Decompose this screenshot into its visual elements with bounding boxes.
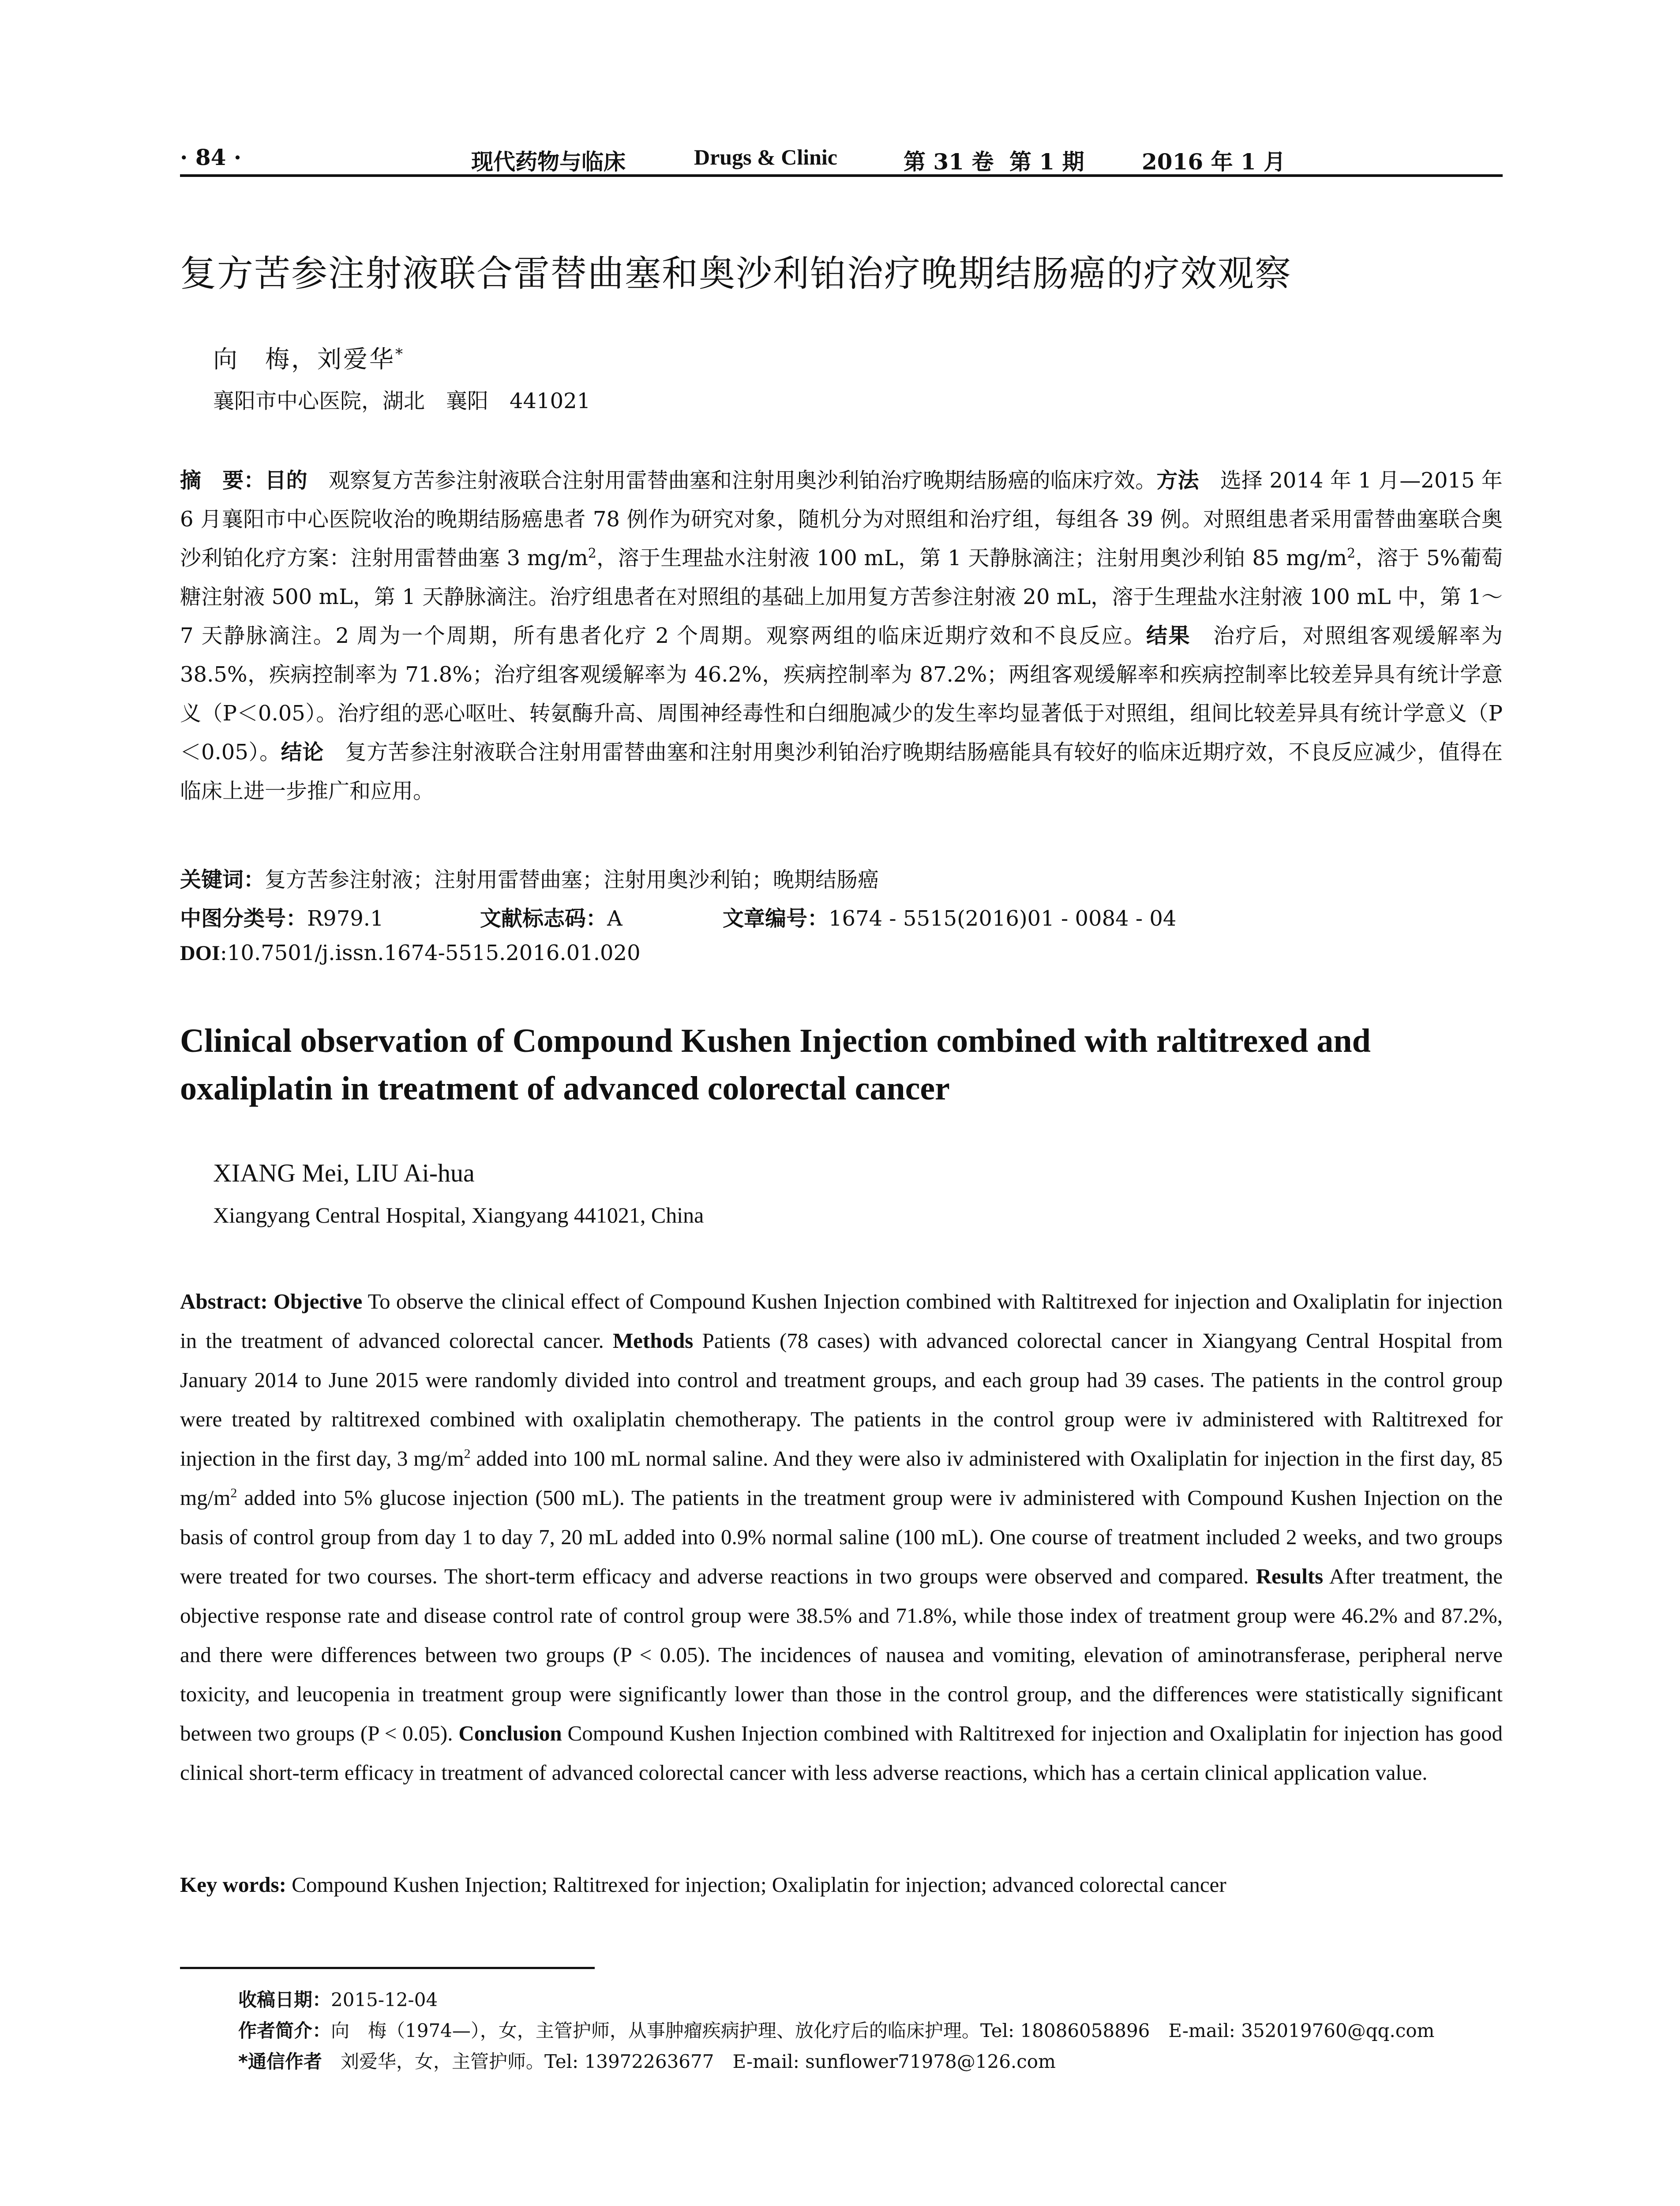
methods-text-en-3: added into 5% glucose injection (500 mL). The patients in the treatment group were iv administered with Compound Kushen Injection on the basis of control group from day 1 to day 7, 20 mL added into 0.9% normal saline (100 mL). One course of treatment included 2 weeks, and two groups were treated for two courses. The short-term efficacy and adverse reactions in two groups were observed and compared. <box>180 1486 1503 1588</box>
running-header <box>180 135 1503 177</box>
conclusion-text-en: Compound Kushen Injection combined with Raltitrexed for injection and Oxaliplatin for injection has good clinical short-term efficacy in treatment of advanced colorectal cancer with less adverse reactions, which has a certain clinical application value. <box>180 1721 1503 1785</box>
methods-text-cn-2: ，溶于生理盐水注射液 100 mL，第 1 天静脉滴注；注射用奥沙利铂 85 mg/m <box>596 546 1347 570</box>
corresponding-mark: * <box>395 345 405 363</box>
objective-label-en: Abstract: Objective <box>180 1289 363 1313</box>
doi-label: DOI <box>180 942 220 965</box>
conclusion-label-en: Conclusion <box>458 1721 562 1745</box>
superscript: 2 <box>464 1446 471 1461</box>
journal-name-cn: 现代药物与临床 <box>471 149 626 175</box>
methods-text-cn-1: 选择 2014 年 1 月—2015 年 6 月襄阳市中心医院收治的晚期结肠癌患者 78 例作为研究对象，随机分为对照组和治疗组，每组各 39 例。对照组患者采用雷替曲塞联合奥沙利铂化疗方案：注射用雷替曲塞 3 mg/m <box>180 468 1503 570</box>
document-code: 文献标志码：A <box>480 906 622 931</box>
results-label-cn: 结果 <box>1146 623 1191 648</box>
doi-line <box>180 941 1503 965</box>
objective-text-cn: 观察复方苦参注射液联合注射用雷替曲塞和注射用奥沙利铂治疗晚期结肠癌的临床疗效。 <box>307 468 1157 493</box>
conclusion-text-cn: 复方苦参注射液联合注射用雷替曲塞和注射用奥沙利铂治疗晚期结肠癌能具有较好的临床近期疗效，不良反应减少，值得在临床上进一步推广和应用。 <box>180 740 1503 803</box>
affiliation-cn: 襄阳市中心医院，湖北 襄阳 441021 <box>213 389 591 413</box>
issue-date: 2016 年 1 月 <box>1142 149 1286 175</box>
results-text-cn: 治疗后，对照组客观缓解率为 38.5%，疾病控制率为 71.8%；治疗组客观缓解率为 46.2%，疾病控制率为 87.2%；两组客观缓解率和疾病控制率比较差异具有统计学意义（P＜0.05）。治疗组的恶心呕吐、转氨酶升高、周围神经毒性和白细胞减少的发生率均显著低于对照组，组间比较差异具有统计学意义（P＜0.05）。 <box>180 623 1503 765</box>
abstract-label-cn: 摘 要： <box>180 468 265 493</box>
abstract-en <box>180 1282 1503 1792</box>
received-date: 收稿日期：2015-12-04 <box>238 1989 438 2011</box>
conclusion-label-cn: 结论 <box>281 740 324 765</box>
corresponding-author: *通信作者 刘爱华，女，主管护师。Tel: 13972263677 E-mail: sunflower71978@126.com <box>238 2051 1056 2072</box>
authors-cn <box>213 340 1503 375</box>
keywords-text-en: Compound Kushen Injection; Raltitrexed for injection; Oxaliplatin for injection; advanced colorectal cancer <box>286 1872 1226 1897</box>
superscript: 2 <box>588 546 596 561</box>
keywords-label-en: Key words: <box>180 1872 286 1897</box>
results-text-en: After treatment, the objective response rate and disease control rate of control group were 38.5% and 71.8%, while those index of treatment group were 46.2% and 87.2%, and there were differences between two groups (P < 0.05). The incidences of nausea and vomiting, elevation of aminotransferase, peripheral nerve toxicity, and leucopenia in treatment group were significantly lower than those in the control group, and the differences were statistically significant between two groups (P < 0.05). <box>180 1564 1503 1745</box>
methods-text-cn-3: ，溶于 5%葡萄糖注射液 500 mL，第 1 天静脉滴注。治疗组患者在对照组的基础上加用复方苦参注射液 20 mL，溶于生理盐水注射液 100 mL 中，第 1～7 天静脉滴注。2 周为一个周期，所有患者化疗 2 个周期。观察两组的临床近期疗效和不良反应。 <box>180 546 1503 648</box>
clc-number: 中图分类号：R979.1 <box>180 906 384 931</box>
page-number: · 84 · <box>180 144 242 170</box>
keywords-cn <box>180 863 1503 893</box>
methods-label-en: Methods <box>612 1328 694 1353</box>
volume: 第 31 卷 <box>904 149 994 175</box>
keywords-text-cn: 复方苦参注射液；注射用雷替曲塞；注射用奥沙利铂；晚期结肠癌 <box>265 867 879 892</box>
methods-label-cn: 方法 <box>1156 468 1199 493</box>
results-label-en: Results <box>1256 1564 1324 1588</box>
superscript: 2 <box>230 1486 237 1501</box>
author-bio: 作者简介：向 梅（1974—），女，主管护师，从事肿瘤疾病护理、放化疗后的临床护理。Tel: 18086058896 E-mail: 352019760@qq.com <box>238 2020 1435 2041</box>
footnote-divider <box>180 1967 595 1969</box>
keywords-en <box>180 1872 1503 1897</box>
objective-label-cn: 目的 <box>265 468 308 493</box>
doi-value: :10.7501/j.issn.1674-5515.2016.01.020 <box>220 941 641 965</box>
article-title-en: Clinical observation of Compound Kushen Injection combined with raltitrexed and oxaliplatin in treatment of advanced colorectal cancer <box>180 1022 1371 1107</box>
author-names-cn: 向 梅，刘爱华 <box>213 345 396 373</box>
article-title-cn: 复方苦参注射液联合雷替曲塞和奥沙利铂治疗晚期结肠癌的疗效观察 <box>180 253 1292 295</box>
keywords-label-cn: 关键词： <box>180 867 265 892</box>
objective-text-en: To observe the clinical effect of Compound Kushen Injection combined with Raltitrexed for injection and Oxaliplatin for injection in the treatment of advanced colorectal cancer. <box>180 1289 1503 1353</box>
issue: 第 1 期 <box>1009 149 1084 175</box>
abstract-cn <box>180 461 1503 810</box>
authors-en: XIANG Mei, LIU Ai-hua <box>213 1159 475 1187</box>
superscript: 2 <box>1347 546 1356 561</box>
methods-text-en-1: Patients (78 cases) with advanced colorectal cancer in Xiangyang Central Hospital from January 2014 to June 2015 were randomly divided into control and treatment groups, and each group had 39 cases. The patients in the control group were treated by raltitrexed combined with oxaliplatin chemotherapy. The patients in the control group were iv administered with Raltitrexed for injection in the first day, 3 mg/m <box>180 1328 1503 1471</box>
affiliation-en: Xiangyang Central Hospital, Xiangyang 441021, China <box>213 1203 704 1227</box>
journal-name-en: Drugs & Clinic <box>694 145 837 169</box>
methods-text-en-2: added into 100 mL normal saline. And they were also iv administered with Oxaliplatin for injection in the first day, 85 mg/m <box>180 1446 1503 1510</box>
article-number: 文章编号：1674 - 5515(2016)01 - 0084 - 04 <box>723 906 1177 931</box>
